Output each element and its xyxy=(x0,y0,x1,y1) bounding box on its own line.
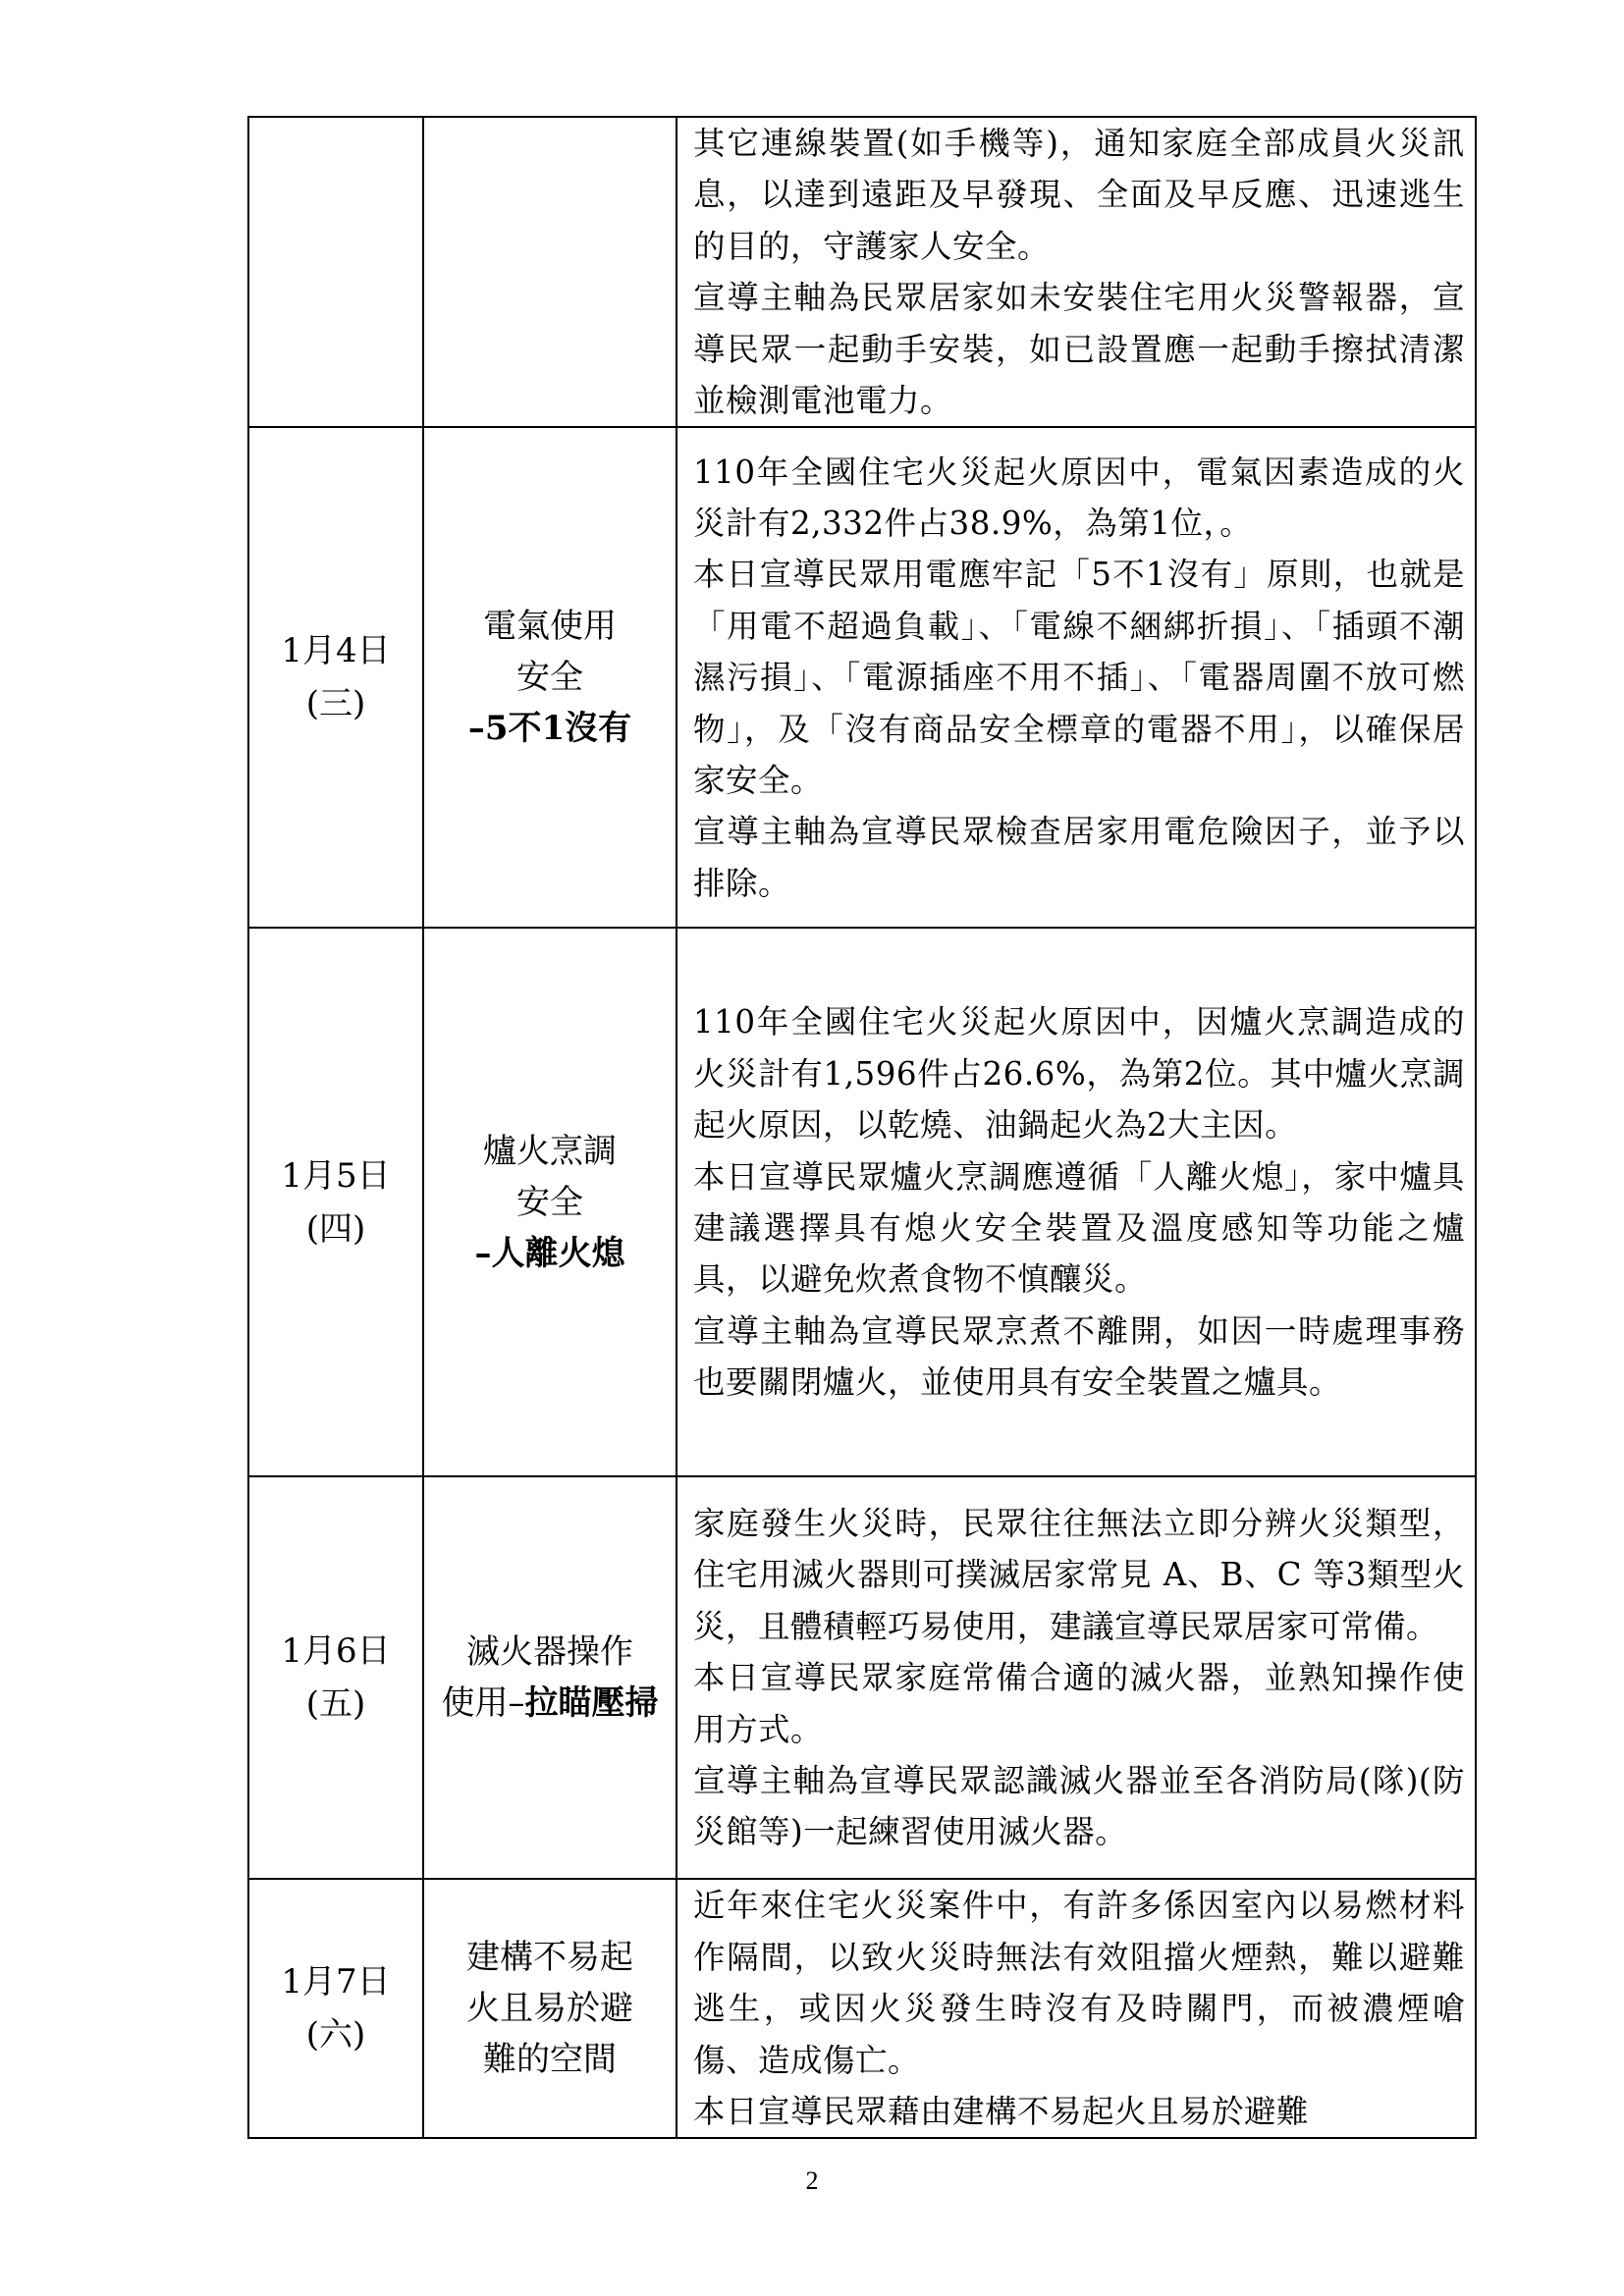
content-paragraph: 110年全國住宅火災起火原因中，電氣因素造成的火災計有2,332件占38.9%，為第1位，。 xyxy=(693,453,1465,543)
content-paragraph: 宣導主軸為宣導民眾烹煮不離開，如因一時處理事務也要關閉爐火，並使用具有安全裝置之爐具。 xyxy=(693,1311,1465,1402)
topic-bold-line: –人離火熄 xyxy=(474,1233,625,1273)
date-cell xyxy=(248,1879,423,2138)
weekday-label: (四) xyxy=(305,1208,366,1249)
content-paragraph: 本日宣導民眾用電應牢記「5不1沒有」原則，也就是「用電不超過負載」、「電線不綑綁折損」、「插頭不潮濕污損」、「電源插座不用不插」、「電器周圍不放可燃物」，及「沒有商品安全標章的電器不用」，以確保居家安全。 xyxy=(693,556,1465,800)
topic-cell xyxy=(423,1476,677,1879)
content-cell xyxy=(677,928,1476,1476)
date-cell xyxy=(248,427,423,928)
topic-cell xyxy=(423,427,677,928)
topic-cell xyxy=(423,117,677,427)
date-cell xyxy=(248,928,423,1476)
topic-bold-line: –5不1沒有 xyxy=(467,709,632,749)
content-paragraph: 宣導主軸為民眾居家如未安裝住宅用火災警報器，宣導民眾一起動手安裝，如已設置應一起動手擦拭清潔並檢測電池電力。 xyxy=(693,279,1465,420)
content-cell xyxy=(677,117,1476,427)
content-paragraph: 宣導主軸為宣導民眾認識滅火器並至各消防局(隊)(防災館等)一起練習使用滅火器。 xyxy=(693,1762,1465,1851)
date-cell xyxy=(248,1476,423,1879)
date-label: 1月7日 xyxy=(281,1962,391,2002)
date-cell xyxy=(248,117,423,427)
page-number: 2 xyxy=(805,2166,819,2195)
table-row xyxy=(248,1476,1476,1879)
topic-cell xyxy=(423,928,677,1476)
date-label: 1月6日 xyxy=(281,1631,391,1672)
topic-line: 電氣使用 xyxy=(483,607,617,647)
content-cell xyxy=(677,1476,1476,1879)
table-row xyxy=(248,1879,1476,2138)
weekday-label: (三) xyxy=(305,684,366,724)
table-row xyxy=(248,928,1476,1476)
content-paragraph: 家庭發生火災時，民眾往往無法立即分辨火災類型，住宅用滅火器則可撲滅居家常見 A、B、C 等3類型火災，且體積輕巧易使用，建議宣導民眾居家可常備。 xyxy=(693,1505,1465,1645)
content-paragraph: 本日宣導民眾爐火烹調應遵循「人離火熄」，家中爐具建議選擇具有熄火安全裝置及溫度感知等功能之爐具，以避免炊煮食物不慎釀災。 xyxy=(693,1157,1465,1299)
content-paragraph: 近年來住宅火災案件中，有許多係因室內以易燃材料作隔間，以致火災時無法有效阻擋火煙熱，難以避難逃生，或因火災發生時沒有及時關門，而被濃煙嗆傷、造成傷亡。 xyxy=(693,1887,1465,2079)
content-paragraph: 本日宣導民眾家庭常備合適的滅火器，並熟知操作使用方式。 xyxy=(693,1659,1465,1748)
content-paragraph: 本日宣導民眾藉由建構不易起火且易於避難 xyxy=(693,2093,1310,2131)
weekday-label: (五) xyxy=(305,1684,366,1725)
topic-line: 使用– xyxy=(441,1683,525,1724)
content-cell xyxy=(677,1879,1476,2138)
table-row xyxy=(248,117,1476,427)
topic-line: 火且易於避 xyxy=(466,1989,633,2029)
schedule-table xyxy=(247,116,1477,2139)
topic-line: 安全 xyxy=(516,1182,583,1222)
date-label: 1月4日 xyxy=(281,631,391,671)
topic-line: 建構不易起 xyxy=(466,1938,633,1978)
content-cell xyxy=(677,427,1476,928)
weekday-label: (六) xyxy=(305,2015,366,2056)
content-paragraph: 其它連線裝置(如手機等)，通知家庭全部成員火災訊息，以達到遠距及早發現、全面及早反應、迅速逃生的目的，守護家人安全。 xyxy=(693,125,1465,265)
date-label: 1月5日 xyxy=(281,1155,391,1196)
topic-line: 難的空間 xyxy=(483,2040,617,2080)
content-paragraph: 宣導主軸為宣導民眾檢查居家用電危險因子，並予以排除。 xyxy=(693,813,1465,902)
content-paragraph: 110年全國住宅火災起火原因中，因爐火烹調造成的火災計有1,596件占26.6%，為第2位。其中爐火烹調起火原因，以乾燒、油鍋起火為2大主因。 xyxy=(693,1003,1465,1145)
table-row xyxy=(248,427,1476,928)
topic-bold-line: 拉瞄壓掃 xyxy=(524,1683,659,1724)
topic-line: 安全 xyxy=(516,658,583,698)
topic-line: 爐火烹調 xyxy=(483,1131,617,1171)
topic-line: 滅火器操作 xyxy=(466,1632,633,1673)
topic-cell xyxy=(423,1879,677,2138)
